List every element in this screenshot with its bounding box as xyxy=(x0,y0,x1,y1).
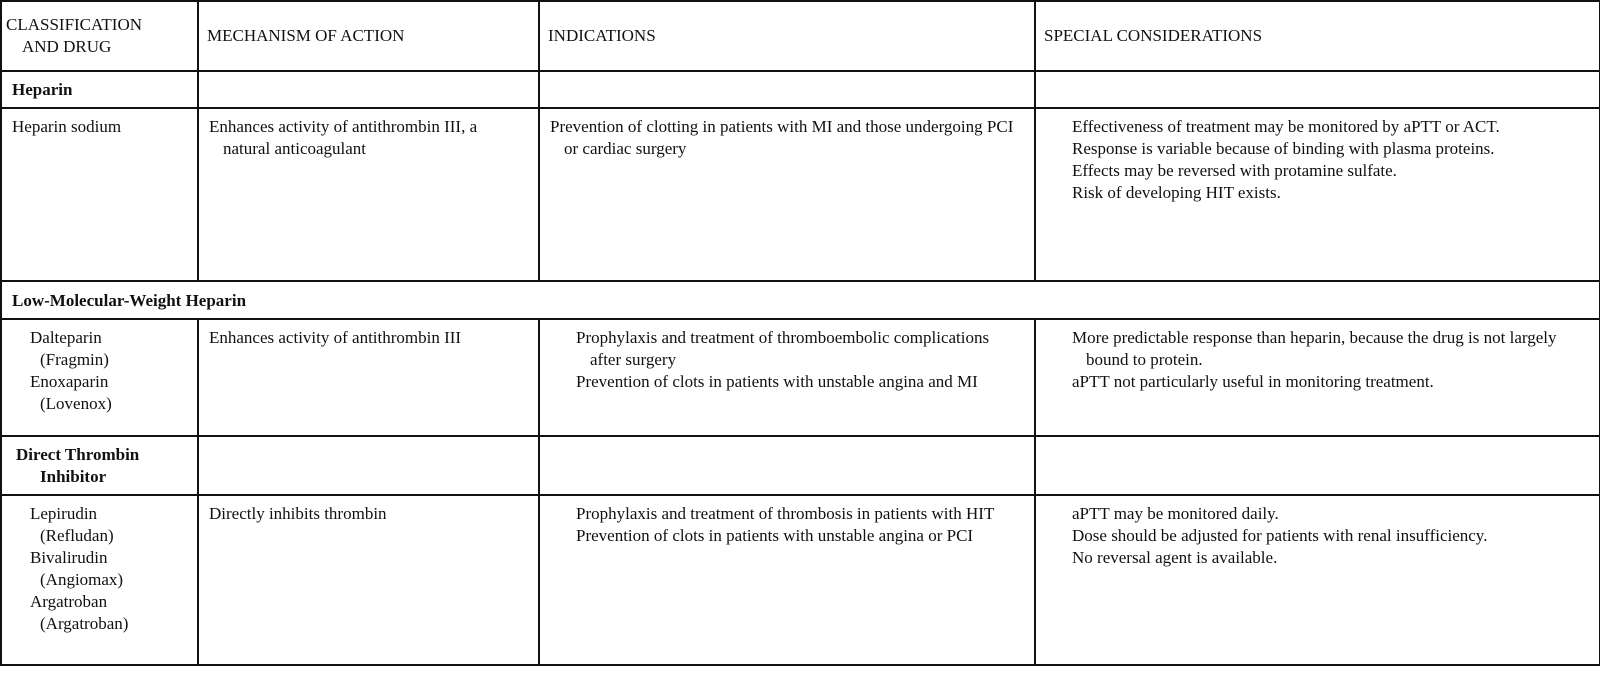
consideration-item: No reversal agent is available. xyxy=(1072,548,1278,567)
consideration-item: Response is variable because of binding with plasma proteins. xyxy=(1072,139,1495,158)
indication-item: Prevention of clots in patients with unstable angina or PCI xyxy=(576,526,974,545)
drug-name: Bivalirudin xyxy=(30,548,108,567)
indication-item: Prevention of clots in patients with unstable angina and MI xyxy=(576,372,978,391)
mechanism-text: Enhances activity of antithrombin III, a natural anticoagulant xyxy=(209,117,478,158)
consideration-item: Risk of developing HIT exists. xyxy=(1072,183,1281,202)
empty-cell xyxy=(198,71,539,108)
drug-name: Heparin sodium xyxy=(1,108,198,281)
considerations-cell xyxy=(1035,495,1600,665)
mechanism-text: Enhances activity of antithrombin III xyxy=(209,328,462,347)
empty-cell xyxy=(1035,71,1600,108)
consideration-item: More predictable response than heparin, because the drug is not largely bound to protein. xyxy=(1072,328,1557,369)
drug-row-dti xyxy=(1,495,1600,665)
drug-names-cell xyxy=(1,319,198,436)
indications-cell xyxy=(539,108,1035,281)
category-row-lmwh xyxy=(1,281,1600,319)
consideration-item: Effectiveness of treatment may be monitored by aPTT or ACT. xyxy=(1072,117,1500,136)
considerations-cell xyxy=(1035,108,1600,281)
drug-brand: (Refludan) xyxy=(40,526,114,545)
mechanism-cell xyxy=(198,108,539,281)
consideration-item: aPTT not particularly useful in monitoring treatment. xyxy=(1072,372,1434,391)
category-row-dti xyxy=(1,436,1600,495)
empty-cell xyxy=(1035,436,1600,495)
consideration-item: Dose should be adjusted for patients with renal insufficiency. xyxy=(1072,526,1488,545)
category-dti xyxy=(1,436,198,495)
mechanism-cell xyxy=(198,495,539,665)
mechanism-cell xyxy=(198,319,539,436)
drug-brand: (Fragmin) xyxy=(40,350,109,369)
drug-brand: (Argatroban) xyxy=(40,614,129,633)
indications-cell xyxy=(539,495,1035,665)
considerations-cell xyxy=(1035,319,1600,436)
header-indications: INDICATIONS xyxy=(539,1,1035,71)
header-classification-line2: AND DRUG xyxy=(22,37,112,56)
drug-brand: (Lovenox) xyxy=(40,394,112,413)
drug-name: Argatroban xyxy=(30,592,108,611)
mechanism-text: Directly inhibits thrombin xyxy=(209,504,387,523)
category-lmwh: Low-Molecular-Weight Heparin xyxy=(1,281,1600,319)
header-classification xyxy=(1,1,198,71)
drug-row-lmwh xyxy=(1,319,1600,436)
indication-item: Prevention of clotting in patients with MI and those undergoing PCI or cardiac surgery xyxy=(550,117,1014,158)
drug-name: Dalteparin xyxy=(30,328,102,347)
indications-cell xyxy=(539,319,1035,436)
drug-brand: (Angiomax) xyxy=(40,570,124,589)
category-row-heparin xyxy=(1,71,1600,108)
header-considerations: SPECIAL CONSIDERATIONS xyxy=(1035,1,1600,71)
consideration-item: Effects may be reversed with protamine sulfate. xyxy=(1072,161,1397,180)
empty-cell xyxy=(539,71,1035,108)
category-dti-label: Direct Thrombin Inhibitor xyxy=(16,445,140,486)
header-mechanism: MECHANISM OF ACTION xyxy=(198,1,539,71)
consideration-item: aPTT may be monitored daily. xyxy=(1072,504,1279,523)
header-row xyxy=(1,1,1600,71)
indication-item: Prophylaxis and treatment of thrombosis in patients with HIT xyxy=(576,504,995,523)
drug-name: Lepirudin xyxy=(30,504,98,523)
category-heparin: Heparin xyxy=(1,71,198,108)
drug-name: Enoxaparin xyxy=(30,372,109,391)
indication-item: Prophylaxis and treatment of thromboembolic complications after surgery xyxy=(576,328,990,369)
header-classification-line1: CLASSIFICATION xyxy=(6,15,143,34)
drug-names-cell xyxy=(1,495,198,665)
empty-cell xyxy=(198,436,539,495)
empty-cell xyxy=(539,436,1035,495)
drug-row-heparin-sodium xyxy=(1,108,1600,281)
